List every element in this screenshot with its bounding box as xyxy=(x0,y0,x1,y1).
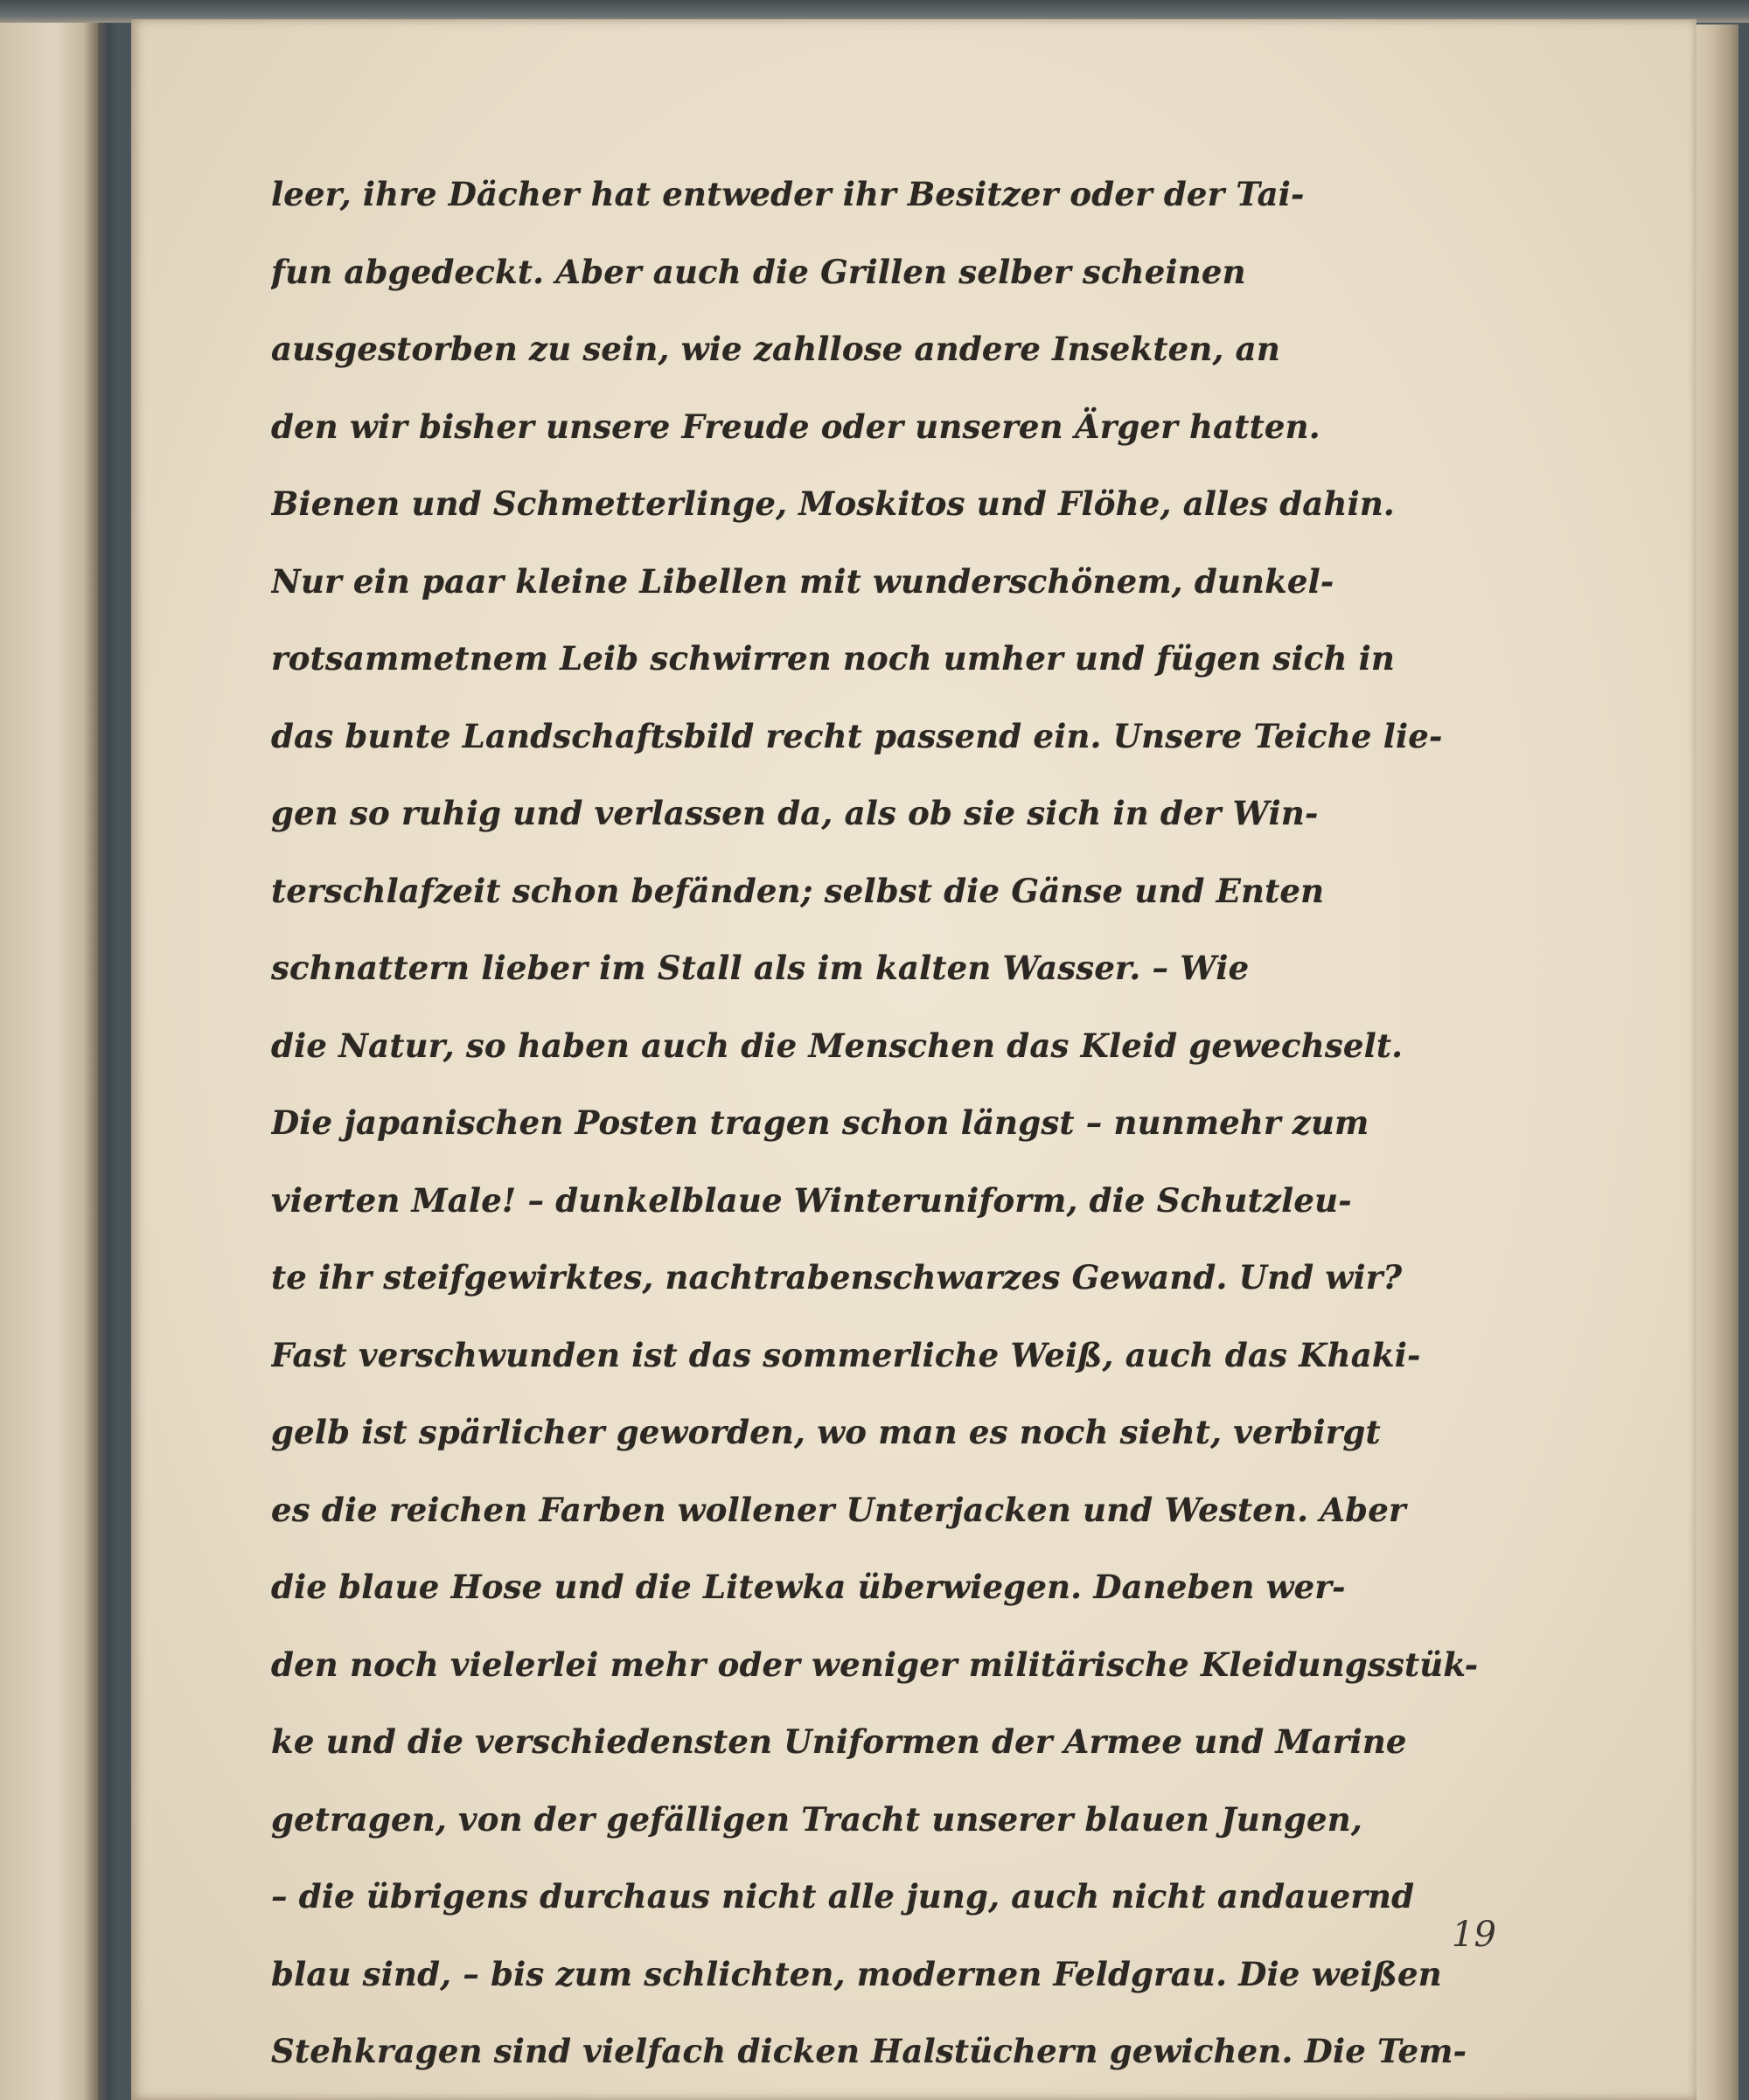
text-line: die Natur, so haben auch die Menschen das Kleid gewechselt. xyxy=(271,1026,1404,1065)
handwritten-text-block xyxy=(271,156,1539,2090)
text-line: – die übrigens durchaus nicht alle jung, auch nicht andauernd xyxy=(271,1877,1415,1916)
text-line: vierten Male! – dunkelblaue Winteruniform, die Schutzleu- xyxy=(271,1180,1352,1220)
text-line: Nur ein paar kleine Libellen mit wunderschönem, dunkel- xyxy=(271,561,1334,601)
text-line: gelb ist spärlicher geworden, wo man es noch sieht, verbirgt xyxy=(271,1413,1381,1451)
text-line: Fast verschwunden ist das sommerliche Weiß, auch das Khaki- xyxy=(271,1335,1421,1374)
text-line: das bunte Landschaftsbild recht passend ein. Unsere Teiche lie- xyxy=(271,716,1443,755)
text-line: leer, ihre Dächer hat entweder ihr Besitzer oder der Tai- xyxy=(271,175,1305,213)
text-line: Bienen und Schmetterlinge, Moskitos und Flöhe, alles dahin. xyxy=(271,484,1396,523)
text-line: die blaue Hose und die Litewka überwiegen. Daneben wer- xyxy=(271,1568,1346,1606)
left-page-edge xyxy=(0,0,98,2100)
text-line: getragen, von der gefälligen Tracht unserer blauen Jungen, xyxy=(271,1799,1362,1839)
text-line: schnattern lieber im Stall als im kalten Wasser. – Wie xyxy=(271,949,1250,987)
page-number: 19 xyxy=(1452,1915,1496,1955)
text-line: den wir bisher unsere Freude oder unseren Ärger hatten. xyxy=(271,407,1320,446)
text-line: terschlafzeit schon befänden; selbst die Gänse und Enten xyxy=(271,871,1325,910)
text-line: Stehkragen sind vielfach dicken Halstüchern gewichen. Die Tem- xyxy=(271,2032,1467,2070)
text-line: ausgestorben zu sein, wie zahllose andere Insekten, an xyxy=(271,330,1280,368)
text-line: rotsammetnem Leib schwirren noch umher und fügen sich in xyxy=(271,639,1395,678)
text-line: blau sind, – bis zum schlichten, modernen Feldgrau. Die weißen xyxy=(271,1954,1442,1993)
text-line: te ihr steifgewirktes, nachtrabenschwarzes Gewand. Und wir? xyxy=(271,1258,1403,1297)
text-line: gen so ruhig und verlassen da, als ob sie sich in der Win- xyxy=(271,794,1319,832)
right-page-stack-edge xyxy=(1697,24,1739,2100)
text-line: es die reichen Farben wollener Unterjacken und Westen. Aber xyxy=(271,1490,1406,1529)
text-line: Die japanischen Posten tragen schon längst – nunmehr zum xyxy=(271,1103,1369,1142)
text-line: den noch vielerlei mehr oder weniger militärische Kleidungsstük- xyxy=(271,1645,1479,1684)
text-line: fun abgedeckt. Aber auch die Grillen selber scheinen xyxy=(271,252,1246,291)
text-line: ke und die verschiedensten Uniformen der Armee und Marine xyxy=(271,1722,1407,1761)
